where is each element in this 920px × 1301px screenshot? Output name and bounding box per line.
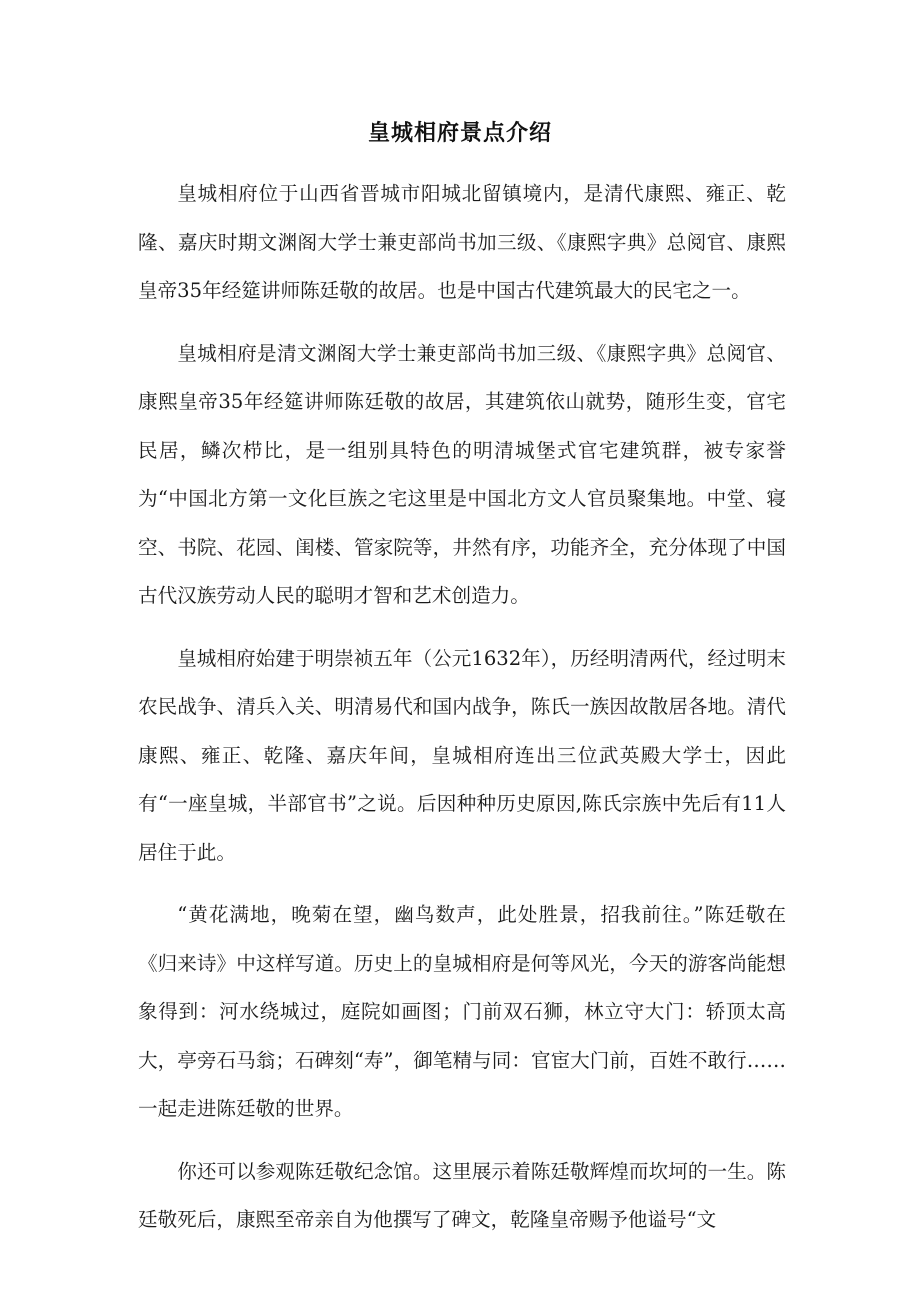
paragraph-poem: “黄花满地，晚菊在望，幽鸟数声，此处胜景，招我前往。”陈廷敬在《归来诗》中这样写道。历史上的皇城相府是何等风光，今天的游客尚能想象得到：河水绕城过，庭院如画图；门前双石狮，林立守大门：轿顶太高大，亭旁石马翁；石碑刻“寿”，御笔精与同：官宦大门前，百姓不敢行……一起走进陈廷敬的世界。 — [138, 903, 786, 1120]
paragraph-history: 皇城相府始建于明崇祯五年（公元1632年），历经明清两代，经过明末农民战争、清兵入关、明清易代和国内战争，陈氏一族因故散居各地。清代康熙、雍正、乾隆、嘉庆年间，皇城相府连出三位武英殿大学士，因此有“一座皇城，半部官书”之说。后因种种历史原因,陈氏宗族中先后有11人居住于此。 — [138, 646, 786, 864]
paragraph-location: 皇城相府位于山西省晋城市阳城北留镇境内，是清代康熙、雍正、乾隆、嘉庆时期文渊阁大学士兼吏部尚书加三级、《康熙字典》总阅官、康熙皇帝35年经筵讲师陈廷敬的故居。也是中国古代建筑最大的民宅之一。 — [138, 182, 786, 302]
document-title: 皇城相府景点介绍 — [367, 121, 552, 146]
paragraph-memorial: 你还可以参观陈廷敬纪念馆。这里展示着陈廷敬辉煌而坎坷的一生。陈廷敬死后，康熙至帝亲自为他撰写了碑文，乾隆皇帝赐予他谥号“文 — [138, 1159, 786, 1231]
paragraph-architecture: 皇城相府是清文渊阁大学士兼吏部尚书加三级、《康熙字典》总阅官、康熙皇帝35年经筵讲师陈廷敬的故居，其建筑依山就势，随形生变，官宅民居，鳞次栉比，是一组别具特色的明清城堡式官宅建筑群，被专家誉为“中国北方第一文化巨族之宅这里是中国北方文人官员聚集地。中堂、寝空、书院、花园、闺楼、管家院等，井然有序，功能齐全，充分体现了中国古代汉族劳动人民的聪明才智和艺术创造力。 — [138, 341, 786, 607]
document-body — [138, 170, 786, 1245]
